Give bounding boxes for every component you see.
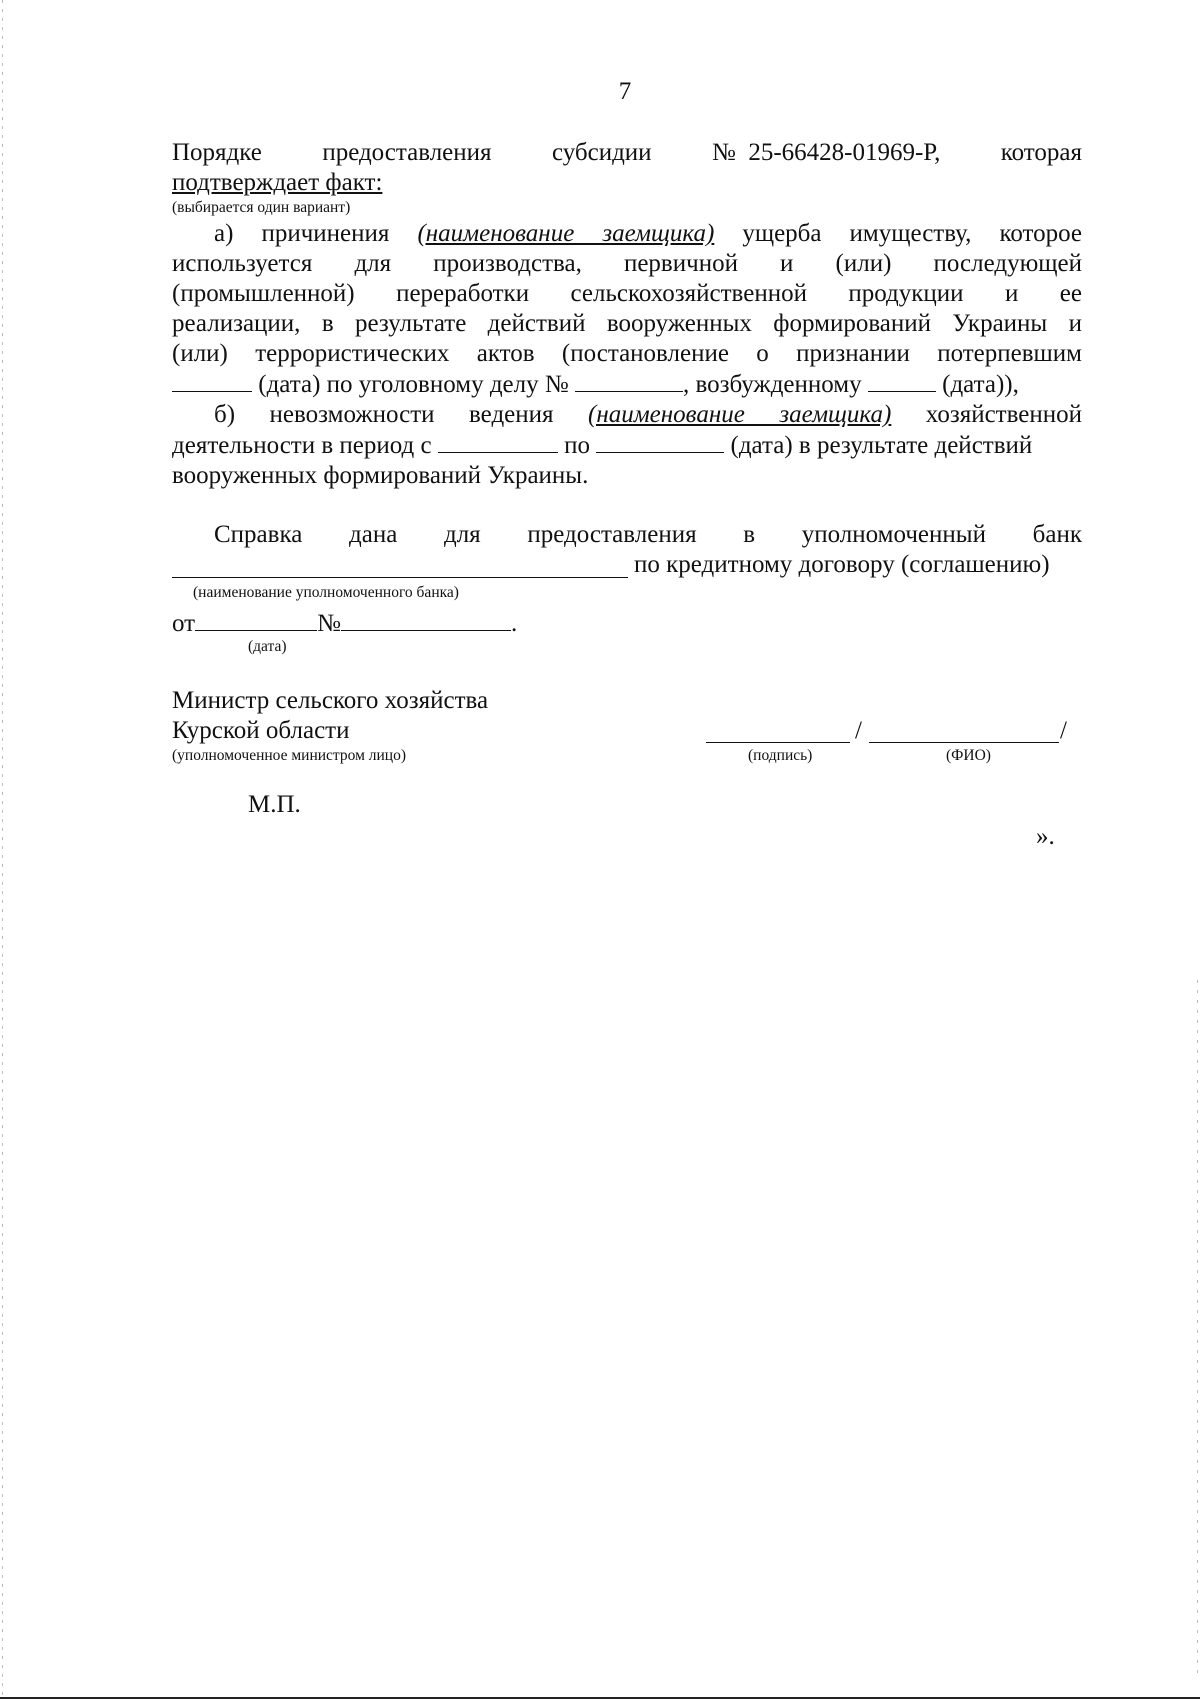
choose-one-hint: (выбирается один вариант) [172, 199, 351, 216]
decree-date-blank [172, 369, 252, 392]
issued-line-1: Справка дана для предоставления в уполномоченный банк [214, 521, 1082, 548]
credit-agreement-text: по кредитному договору (соглашению) [634, 551, 1050, 578]
number-blank [341, 608, 511, 631]
signature-slash-2: / [1060, 717, 1067, 744]
bank-name-hint: (наименование уполномоченного банка) [193, 584, 459, 601]
signature-blank [706, 742, 850, 743]
intro-block [172, 138, 1082, 217]
variant-a-line-2: используется для производства, первичной и (или) последующей [172, 250, 1082, 277]
signature-slash-1: / [855, 717, 862, 744]
seal-place: М.П. [248, 791, 301, 818]
variant-b-line-1: б) невозможности ведения (наименование заемщика) хозяйственной [214, 401, 1082, 428]
case-number-blank [575, 369, 683, 392]
page-number: 7 [618, 78, 632, 105]
full-name-hint: (ФИО) [946, 747, 991, 764]
issued-block [172, 520, 1082, 550]
intro-word: предоставления [322, 139, 492, 166]
signer-hint: (уполномоченное министром лицо) [172, 747, 407, 764]
borrower-name-placeholder: (наименование заемщика) [588, 401, 892, 428]
intro-word: субсидии [551, 139, 652, 166]
scan-edge-right [1197, 980, 1198, 1680]
closing-quote: ». [1036, 823, 1055, 850]
signer-title-line-2: Курской области [172, 717, 350, 744]
variant-b-line-3: вооруженных формирований Украины. [172, 462, 589, 489]
bank-name-blank [172, 577, 628, 578]
variant-a [172, 219, 1082, 400]
from-number-line: от № . [172, 610, 518, 637]
borrower-name-placeholder: (наименование заемщика) [417, 220, 715, 247]
initiation-date-blank [868, 369, 936, 392]
date-blank [195, 608, 317, 631]
full-name-blank [869, 742, 1059, 743]
intro-line-2 [172, 168, 1082, 198]
intro-line-1 [172, 138, 1082, 168]
signer-title-line-1: Министр сельского хозяйства [172, 687, 489, 714]
intro-word: которая [1000, 139, 1082, 166]
intro-word: Порядке [172, 139, 262, 166]
period-start-blank [438, 430, 558, 453]
subsidy-number: № 25-66428-01969-Р, [711, 139, 941, 166]
period-end-blank [596, 430, 724, 453]
signature-hint: (подпись) [748, 747, 813, 764]
variant-a-line-1: а) причинения (наименование заемщика) ущерба имуществу, которое [214, 220, 1082, 247]
variant-a-line-3: (промышленной) переработки сельскохозяйственной продукции и ее [172, 280, 1082, 307]
confirms-fact: подтверждает факт: [172, 169, 383, 196]
variant-b [172, 400, 1082, 491]
variant-a-line-4: реализации, в результате действий вооруженных формирований Украины и [172, 310, 1082, 337]
variant-a-line-5: (или) террористических актов (постановление о признании потерпевшим [172, 340, 1082, 367]
date-hint: (дата) [248, 638, 287, 655]
variant-b-line-2: деятельности в период с по (дата) в результате действий [172, 432, 1033, 459]
variant-a-line-6: (дата) по уголовному делу № , возбужденному (дата)), [172, 369, 1082, 400]
scan-edge-left [2, 0, 3, 1701]
scan-bottom-edge [0, 1697, 1200, 1699]
